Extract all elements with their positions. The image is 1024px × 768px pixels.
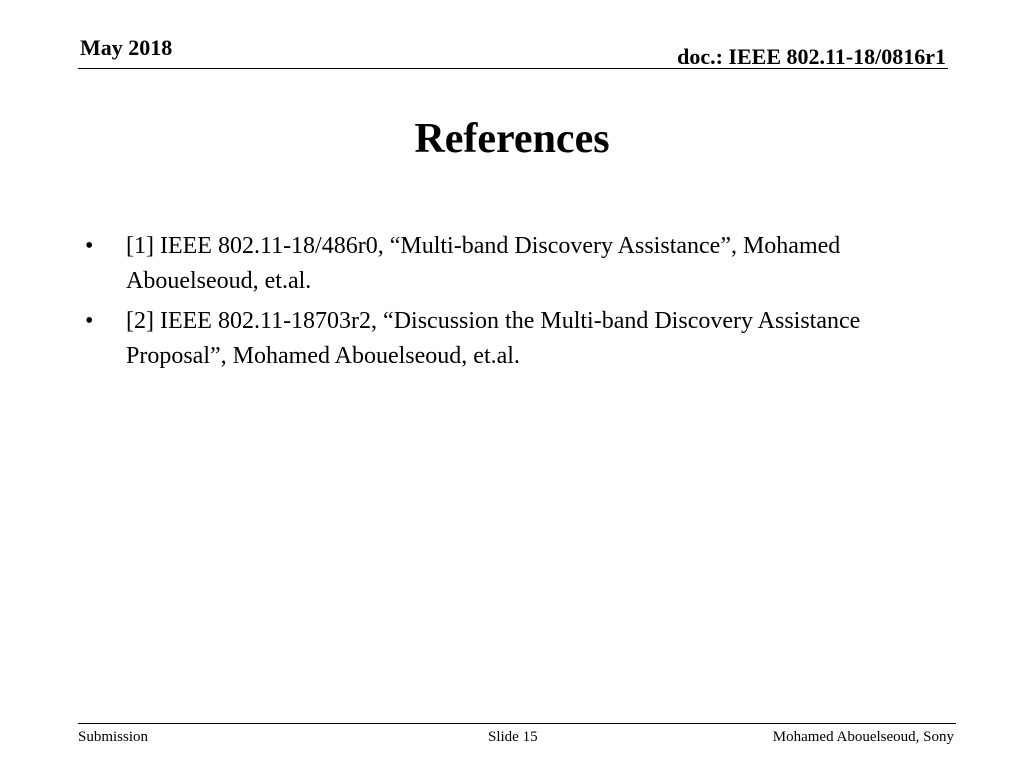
bullet-icon: • xyxy=(85,308,94,334)
reference-list xyxy=(85,229,905,379)
document-id: doc.: IEEE 802.11-18/0816r1 xyxy=(677,44,946,69)
header-divider xyxy=(78,68,948,69)
footer-author: Mohamed Abouelseoud, Sony xyxy=(772,729,954,745)
reference-item xyxy=(85,304,905,374)
footer-divider xyxy=(78,723,956,724)
reference-text: [2] IEEE 802.11-18703r2, “Discussion the Multi-band Discovery Assistance Proposal”, Mohamed Abouelseoud, et.al. xyxy=(126,308,861,369)
slide-title: References xyxy=(414,116,610,162)
reference-item xyxy=(85,229,905,299)
bullet-icon: • xyxy=(85,233,94,259)
header-date: May 2018 xyxy=(80,35,173,60)
reference-text: [1] IEEE 802.11-18/486r0, “Multi-band Discovery Assistance”, Mohamed Abouelseoud, et.al. xyxy=(126,233,841,294)
slide-number: Slide 15 xyxy=(488,729,538,745)
footer-submission: Submission xyxy=(78,729,149,745)
